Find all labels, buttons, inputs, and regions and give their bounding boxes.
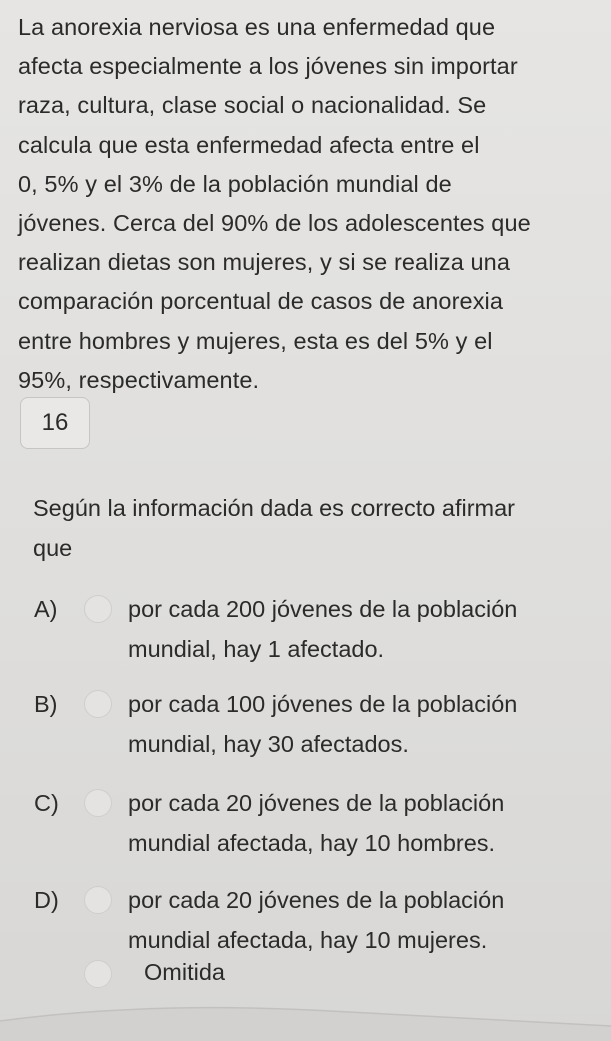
passage-line: realizan dietas son mujeres, y si se realiza una xyxy=(18,249,511,276)
option-line: por cada 200 jóvenes de la población xyxy=(128,596,518,622)
passage-line: 95%, respectivamente. xyxy=(18,366,260,393)
page-edge-decoration xyxy=(0,981,611,1041)
option-a[interactable] xyxy=(0,589,611,679)
option-line: por cada 100 jóvenes de la población xyxy=(128,691,518,717)
stem-line: Según la información dada es correcto afirmar xyxy=(33,495,515,521)
stem-line: que xyxy=(33,535,73,561)
radio-button[interactable] xyxy=(84,690,112,718)
passage-line: raza, cultura, clase social o nacionalidad. Se xyxy=(18,92,487,119)
option-line: mundial, hay 1 afectado. xyxy=(128,636,385,662)
passage-line: entre hombres y mujeres, esta es del 5% y el xyxy=(18,327,493,354)
question-number: 16 xyxy=(20,397,90,449)
option-line: mundial afectada, hay 10 mujeres. xyxy=(128,927,488,953)
option-letter: C) xyxy=(34,790,59,816)
option-line: mundial, hay 30 afectados. xyxy=(128,731,409,757)
option-text xyxy=(128,589,517,669)
passage-line: La anorexia nerviosa es una enfermedad que xyxy=(18,14,496,40)
option-line: por cada 20 jóvenes de la población xyxy=(128,887,505,913)
option-c[interactable] xyxy=(0,783,611,873)
question-stem xyxy=(33,488,515,568)
passage-line: comparación porcentual de casos de anorexia xyxy=(18,288,504,315)
option-line: mundial afectada, hay 10 hombres. xyxy=(128,830,496,856)
option-letter: D) xyxy=(34,887,59,913)
option-line: por cada 20 jóvenes de la población xyxy=(128,790,505,816)
reading-passage xyxy=(18,8,603,400)
option-letter: B) xyxy=(34,691,58,717)
option-text xyxy=(128,783,504,863)
option-text xyxy=(128,684,517,764)
passage-line: jóvenes. Cerca del 90% de los adolescentes que xyxy=(18,210,531,237)
radio-button[interactable] xyxy=(84,595,112,623)
option-b[interactable] xyxy=(0,684,611,774)
radio-button[interactable] xyxy=(84,789,112,817)
option-letter: A) xyxy=(34,596,58,622)
radio-button[interactable] xyxy=(84,886,112,914)
passage-line: 0, 5% y el 3% de la población mundial de xyxy=(18,170,452,197)
passage-line: afecta especialmente a los jóvenes sin importar xyxy=(18,53,518,80)
passage-line: calcula que esta enfermedad afecta entre el xyxy=(18,131,480,158)
option-text xyxy=(128,880,504,960)
omit-label: Omitida xyxy=(144,959,225,985)
